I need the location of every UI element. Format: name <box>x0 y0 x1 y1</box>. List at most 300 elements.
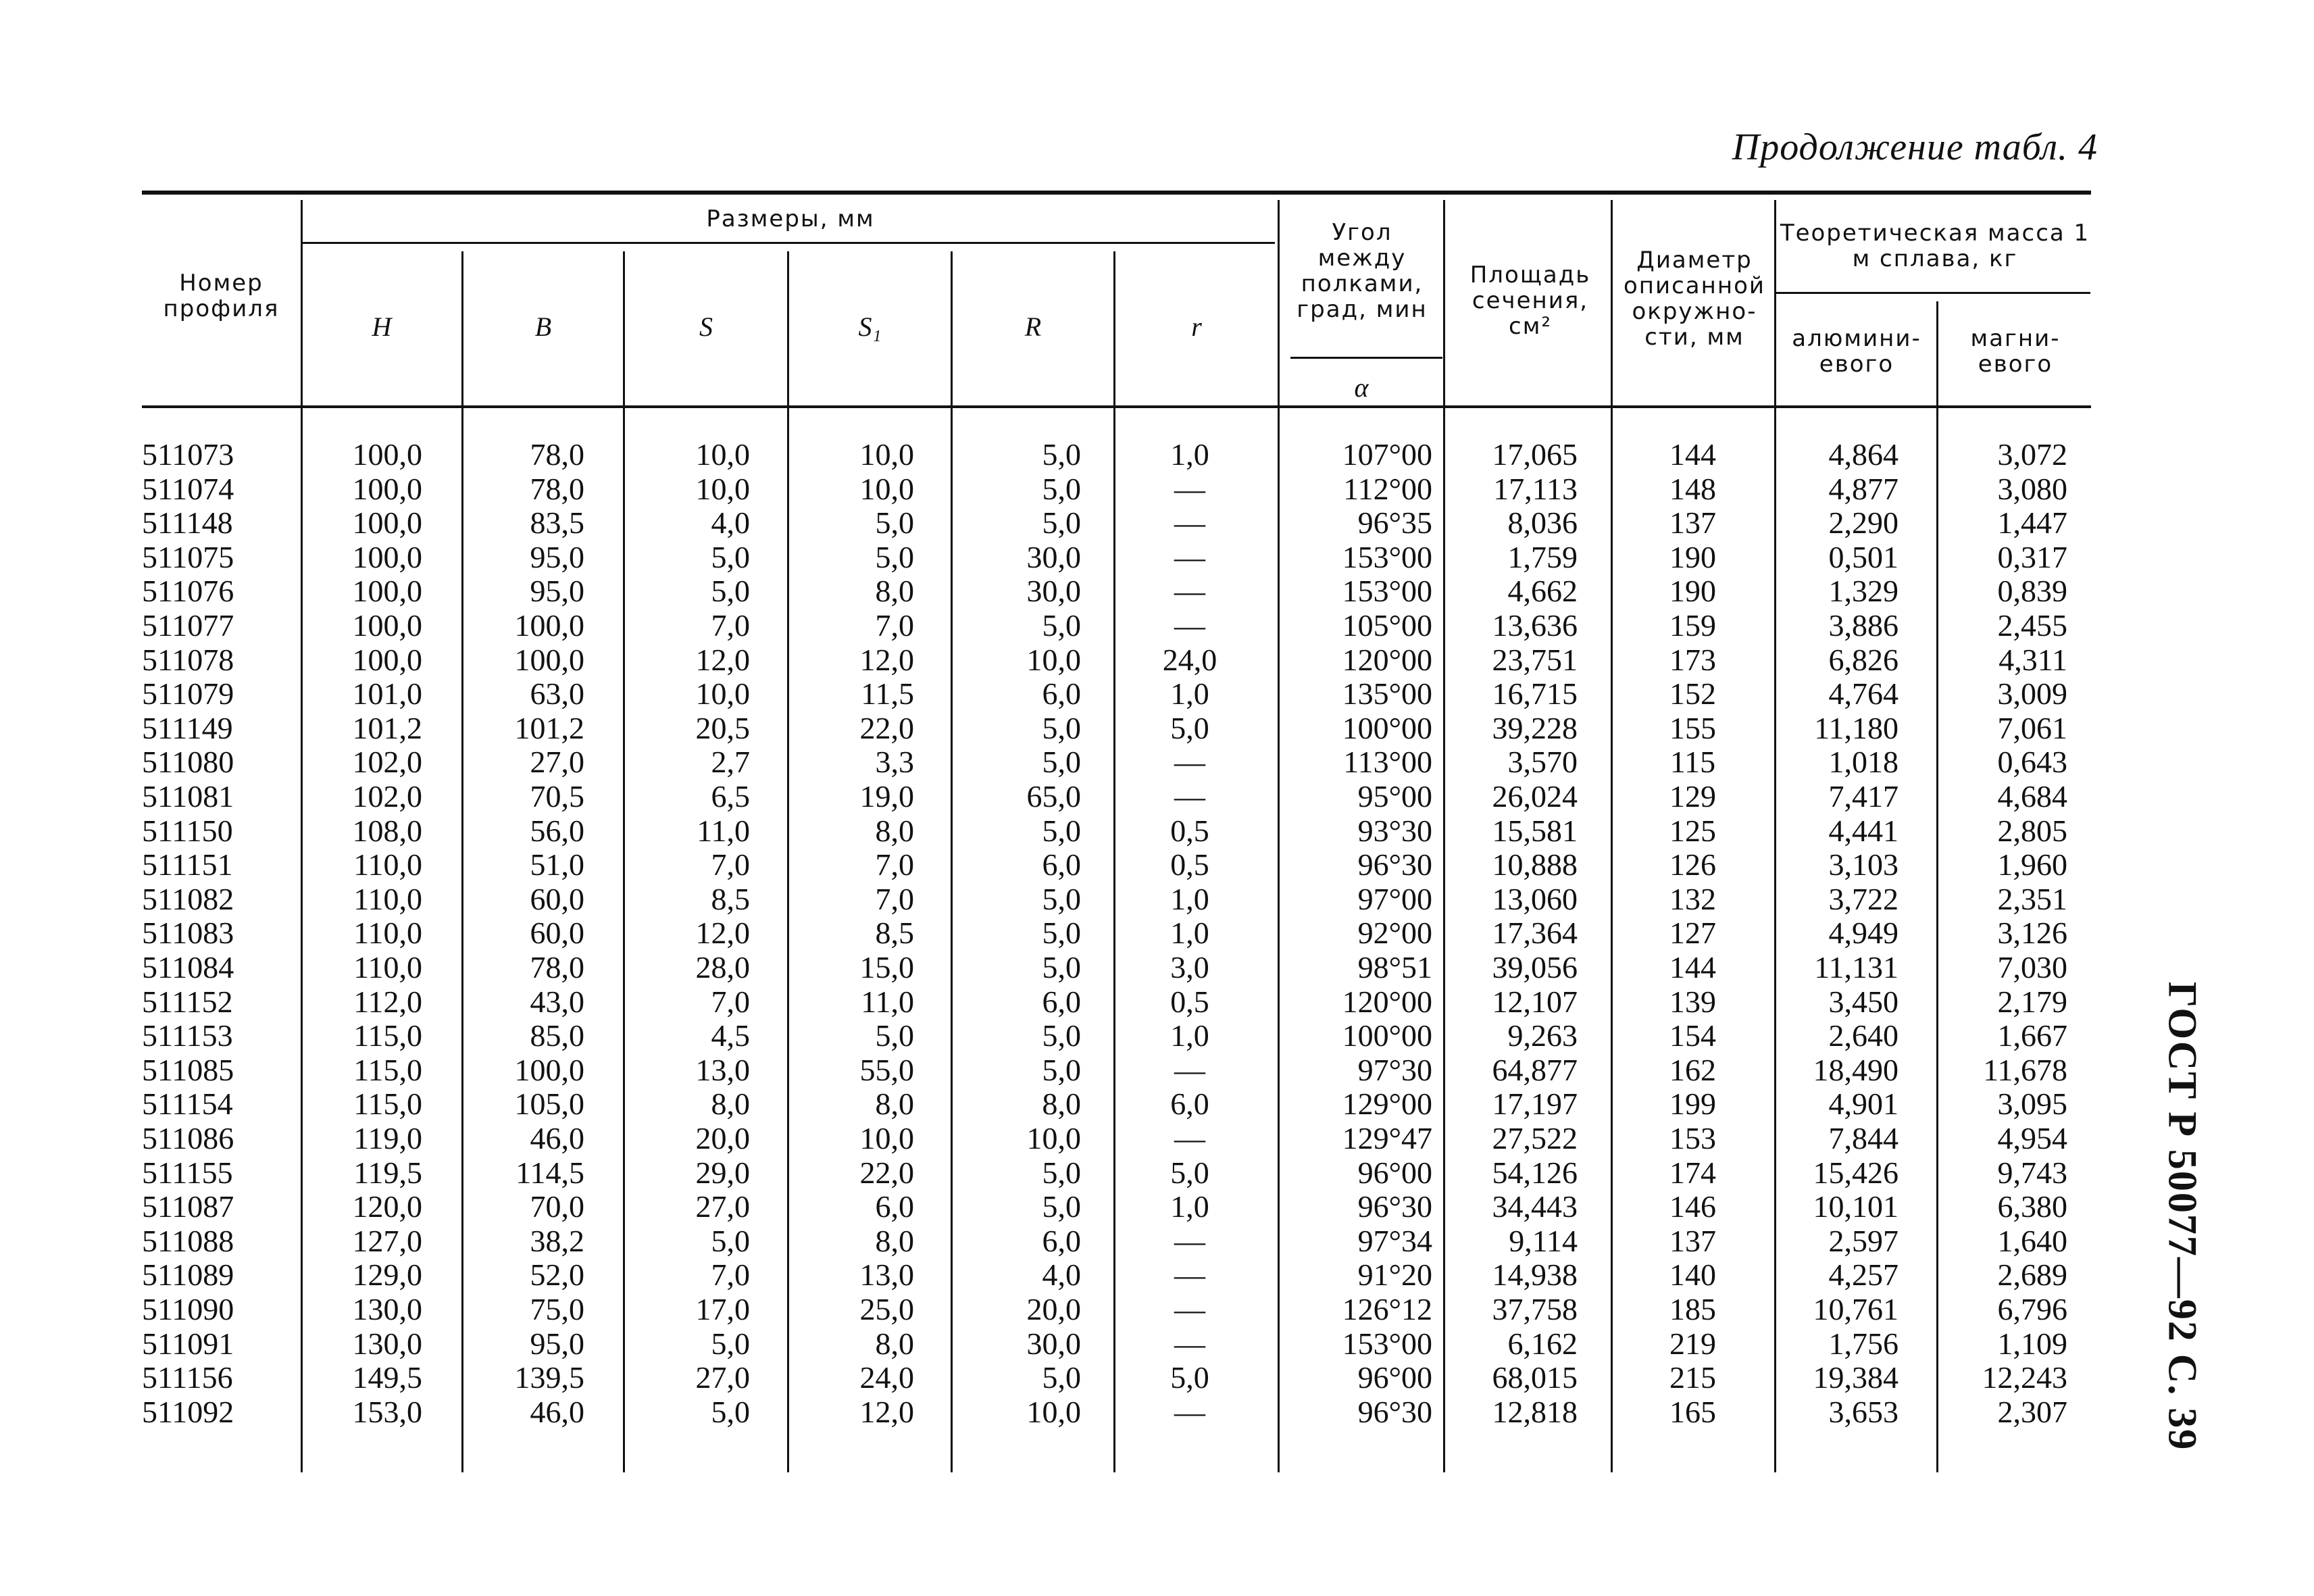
table-cell: 3,126 <box>1997 916 2067 951</box>
table-cell: 10,0 <box>695 676 750 712</box>
table-cell: 10,0 <box>1026 1394 1081 1429</box>
table-cell: 17,197 <box>1492 1087 1578 1122</box>
table-cell: 112,0 <box>353 984 422 1019</box>
table-cell: 511149 <box>142 710 233 745</box>
table-cell: 63,0 <box>530 676 584 712</box>
table-cell: 154 <box>1669 1018 1716 1053</box>
table-cell: 5,0 <box>1170 710 1209 745</box>
table-cell: 115,0 <box>353 1052 422 1087</box>
table-cell: 110,0 <box>353 950 422 984</box>
table-cell: 39,056 <box>1492 950 1578 984</box>
table-cell: 126 <box>1669 847 1716 882</box>
table-cell: 120,0 <box>352 1189 422 1224</box>
table-continuation-caption: Продолжение табл. 4 <box>1732 126 2098 168</box>
table-row <box>0 780 2314 814</box>
table-cell: 95,0 <box>530 1326 584 1361</box>
table-cell: 126°12 <box>1342 1292 1432 1326</box>
table-cell: 511153 <box>142 1018 233 1053</box>
table-cell: 3,570 <box>1507 745 1578 780</box>
table-cell: 8,0 <box>875 1326 914 1361</box>
table-cell: 5,0 <box>1042 1360 1081 1395</box>
table-cell: 70,0 <box>530 1189 584 1224</box>
table-row <box>0 848 2314 882</box>
table-row <box>0 1224 2314 1259</box>
table-cell: 1,667 <box>1997 1018 2067 1053</box>
table-row <box>0 1087 2314 1122</box>
table-cell: 10,0 <box>695 471 750 506</box>
table-cell: 3,009 <box>1997 676 2067 712</box>
table-cell: 7,844 <box>1828 1121 1898 1155</box>
table-cell: 144 <box>1669 437 1716 472</box>
table-cell: 95,0 <box>530 539 584 574</box>
table-cell: 9,114 <box>1509 1223 1578 1258</box>
table-cell: 511074 <box>142 471 234 506</box>
table-cell: — <box>1174 471 1205 506</box>
table-cell: 6,0 <box>1042 1223 1081 1258</box>
table-cell: 15,426 <box>1813 1155 1898 1190</box>
table-cell: 511077 <box>142 608 234 643</box>
table-cell: 97°34 <box>1357 1223 1432 1258</box>
table-cell: 146 <box>1669 1189 1716 1224</box>
table-cell: 95°00 <box>1357 779 1432 814</box>
table-cell: 75,0 <box>530 1292 584 1326</box>
header-mass: Теоретическая масса 1 м сплава, кг <box>1780 220 2090 272</box>
table-cell: 12,0 <box>859 642 914 677</box>
table-cell: 17,0 <box>695 1292 750 1326</box>
header-B: B <box>534 311 552 342</box>
table-cell: — <box>1174 1292 1205 1326</box>
table-cell: 8,036 <box>1507 505 1578 541</box>
table-cell: 10,0 <box>859 471 914 506</box>
table-cell: — <box>1174 505 1205 541</box>
table-cell: — <box>1174 1257 1205 1293</box>
table-cell: 12,0 <box>859 1394 914 1429</box>
table-cell: 153°00 <box>1342 574 1432 609</box>
table-cell: 132 <box>1669 881 1716 916</box>
table-cell: 511092 <box>142 1394 234 1429</box>
table-cell: 3,722 <box>1828 881 1898 916</box>
table-cell: 16,715 <box>1492 676 1578 712</box>
table-cell: 54,126 <box>1492 1155 1578 1190</box>
table-cell: 511084 <box>142 950 234 984</box>
table-cell: 12,818 <box>1492 1394 1578 1429</box>
table-cell: 27,0 <box>695 1189 750 1224</box>
table-cell: 3,095 <box>1997 1087 2067 1122</box>
table-cell: 95,0 <box>530 574 584 609</box>
table-cell: 100,0 <box>352 574 422 609</box>
header-magnesium: магни-евого <box>1970 325 2061 378</box>
table-cell: 5,0 <box>1042 813 1081 848</box>
table-cell: 12,243 <box>1982 1360 2067 1395</box>
table-cell: 30,0 <box>1026 539 1081 574</box>
table-cell: 105,0 <box>514 1087 584 1122</box>
table-cell: 1,0 <box>1170 1189 1209 1224</box>
table-cell: 20,0 <box>1026 1292 1081 1326</box>
table-cell: 5,0 <box>1042 950 1081 984</box>
table-cell: 100,0 <box>514 1052 584 1087</box>
table-cell: 102,0 <box>352 779 422 814</box>
table-cell: 96°35 <box>1357 505 1432 541</box>
table-cell: 4,5 <box>711 1018 750 1053</box>
header-alpha: α <box>1354 372 1369 403</box>
table-cell: 1,0 <box>1170 437 1209 472</box>
table-cell: 28,0 <box>695 950 750 984</box>
table-cell: — <box>1174 539 1205 574</box>
table-cell: 5,0 <box>1042 608 1081 643</box>
table-cell: 105°00 <box>1342 608 1432 643</box>
table-row <box>0 1053 2314 1088</box>
table-cell: 8,0 <box>875 1223 914 1258</box>
table-cell: 17,065 <box>1492 437 1578 472</box>
table-cell: 9,263 <box>1507 1018 1578 1053</box>
table-cell: 4,901 <box>1828 1087 1898 1122</box>
table-cell: 51,0 <box>530 847 584 882</box>
table-cell: 0,5 <box>1170 847 1209 882</box>
header-H: H <box>372 311 392 342</box>
table-row <box>0 643 2314 678</box>
table-cell: 3,080 <box>1997 471 2067 506</box>
table-cell: 78,0 <box>530 950 584 984</box>
table-row <box>0 745 2314 780</box>
table-cell: 8,0 <box>711 1087 750 1122</box>
table-cell: 5,0 <box>1170 1360 1209 1395</box>
table-cell: 511078 <box>142 642 234 677</box>
table-cell: 8,0 <box>875 1087 914 1122</box>
table-cell: 125 <box>1669 813 1716 848</box>
table-cell: 5,0 <box>1042 1052 1081 1087</box>
table-cell: 511150 <box>142 813 233 848</box>
table-cell: 7,030 <box>1997 950 2067 984</box>
table-cell: 101,0 <box>352 676 422 712</box>
header-r: r <box>1191 311 1202 342</box>
table-cell: 12,0 <box>695 916 750 951</box>
table-cell: 10,0 <box>695 437 750 472</box>
table-cell: 1,759 <box>1507 539 1578 574</box>
table-cell: 511154 <box>142 1087 233 1122</box>
table-cell: 101,2 <box>514 710 584 745</box>
header-profile-number: Номер профиля <box>163 270 280 322</box>
table-cell: 107°00 <box>1342 437 1432 472</box>
table-cell: 64,877 <box>1492 1052 1578 1087</box>
table-cell: 4,949 <box>1828 916 1898 951</box>
table-cell: 11,5 <box>861 676 914 712</box>
table-cell: 7,417 <box>1828 779 1898 814</box>
table-row <box>0 1327 2314 1362</box>
table-cell: 100°00 <box>1342 1018 1432 1053</box>
table-cell: — <box>1174 1121 1205 1155</box>
table-cell: 129°00 <box>1342 1087 1432 1122</box>
table-cell: 13,636 <box>1492 608 1578 643</box>
table-cell: 7,0 <box>711 1257 750 1293</box>
table-cell: 78,0 <box>530 471 584 506</box>
table-cell: 8,5 <box>711 881 750 916</box>
table-cell: 5,0 <box>1042 505 1081 541</box>
table-cell: 19,384 <box>1813 1360 1898 1395</box>
table-cell: 511075 <box>142 539 234 574</box>
header-angle: Угол между полками, град, мин <box>1297 219 1428 323</box>
table-row <box>0 677 2314 712</box>
table-cell: 30,0 <box>1026 1326 1081 1361</box>
table-cell: 139 <box>1669 984 1716 1019</box>
table-cell: 22,0 <box>859 1155 914 1190</box>
table-cell: 511082 <box>142 881 234 916</box>
table-row <box>0 506 2314 541</box>
table-cell: 148 <box>1669 471 1716 506</box>
table-cell: 5,0 <box>1042 916 1081 951</box>
table-cell: 115,0 <box>353 1087 422 1122</box>
table-cell: 24,0 <box>1162 642 1217 677</box>
table-cell: 6,0 <box>1042 676 1081 712</box>
table-cell: 2,351 <box>1997 881 2067 916</box>
table-cell: 17,113 <box>1493 471 1578 506</box>
table-cell: 100,0 <box>514 642 584 677</box>
table-cell: 5,0 <box>711 1326 750 1361</box>
table-cell: 5,0 <box>1042 1155 1081 1190</box>
table-cell: 7,061 <box>1997 710 2067 745</box>
table-cell: 127,0 <box>352 1223 422 1258</box>
table-cell: 162 <box>1669 1052 1716 1087</box>
table-cell: 113°00 <box>1343 745 1432 780</box>
table-cell: 6,0 <box>1042 847 1081 882</box>
table-cell: 0,643 <box>1997 745 2067 780</box>
table-cell: 1,640 <box>1997 1223 2067 1258</box>
table-cell: 20,0 <box>695 1121 750 1155</box>
table-cell: 0,5 <box>1170 984 1209 1019</box>
table-cell: 5,0 <box>1170 1155 1209 1190</box>
table-cell: 34,443 <box>1492 1189 1578 1224</box>
table-row <box>0 882 2314 917</box>
table-cell: 2,689 <box>1997 1257 2067 1293</box>
table-cell: 127 <box>1669 916 1716 951</box>
header-bottom-rule <box>142 405 2091 408</box>
table-cell: 6,0 <box>875 1189 914 1224</box>
table-cell: 1,0 <box>1170 881 1209 916</box>
table-cell: 60,0 <box>530 916 584 951</box>
table-cell: 149,5 <box>352 1360 422 1395</box>
table-cell: 27,0 <box>530 745 584 780</box>
table-cell: 165 <box>1669 1394 1716 1429</box>
table-cell: 4,441 <box>1828 813 1898 848</box>
table-cell: 130,0 <box>352 1326 422 1361</box>
table-cell: 55,0 <box>859 1052 914 1087</box>
table-cell: 100,0 <box>352 608 422 643</box>
table-cell: 9,743 <box>1997 1155 2067 1190</box>
table-cell: — <box>1174 1326 1205 1361</box>
table-cell: 4,954 <box>1997 1121 2067 1155</box>
table-cell: 13,0 <box>859 1257 914 1293</box>
table-cell: 3,0 <box>1170 950 1209 984</box>
table-cell: 153 <box>1669 1121 1716 1155</box>
table-cell: 10,0 <box>859 1121 914 1155</box>
table-cell: 140 <box>1669 1257 1716 1293</box>
table-cell: 100,0 <box>352 539 422 574</box>
table-cell: 52,0 <box>530 1257 584 1293</box>
table-cell: 6,5 <box>711 779 750 814</box>
table-row <box>0 951 2314 985</box>
table-cell: 78,0 <box>530 437 584 472</box>
table-cell: 511083 <box>142 916 234 951</box>
table-cell: 185 <box>1669 1292 1716 1326</box>
table-cell: 159 <box>1669 608 1716 643</box>
table-cell: 37,758 <box>1492 1292 1578 1326</box>
table-row <box>0 1156 2314 1191</box>
table-cell: — <box>1174 1394 1205 1429</box>
table-cell: 15,581 <box>1492 813 1578 848</box>
table-cell: 199 <box>1669 1087 1716 1122</box>
table-cell: 110,0 <box>353 881 422 916</box>
table-cell: 1,960 <box>1997 847 2067 882</box>
table-cell: 511073 <box>142 437 234 472</box>
table-cell: 511091 <box>142 1326 234 1361</box>
table-cell: 119,0 <box>353 1121 422 1155</box>
table-cell: 8,5 <box>875 916 914 951</box>
table-cell: 10,0 <box>859 437 914 472</box>
table-cell: 18,490 <box>1813 1052 1898 1087</box>
table-cell: 511152 <box>142 984 233 1019</box>
table-cell: 108,0 <box>352 813 422 848</box>
table-cell: 511088 <box>142 1223 234 1258</box>
table-row <box>0 438 2314 472</box>
table-cell: 5,0 <box>1042 881 1081 916</box>
table-cell: 5,0 <box>875 1018 914 1053</box>
table-row <box>0 541 2314 575</box>
table-cell: 5,0 <box>1042 471 1081 506</box>
table-cell: 511086 <box>142 1121 234 1155</box>
table-cell: 139,5 <box>514 1360 584 1395</box>
table-cell: 7,0 <box>711 984 750 1019</box>
table-cell: 56,0 <box>530 813 584 848</box>
table-cell: 0,5 <box>1170 813 1209 848</box>
table-cell: 10,761 <box>1813 1292 1898 1326</box>
table-cell: 27,522 <box>1492 1121 1578 1155</box>
table-cell: 65,0 <box>1026 779 1081 814</box>
table-row <box>0 1293 2314 1327</box>
table-cell: 1,756 <box>1828 1326 1898 1361</box>
table-row <box>0 985 2314 1020</box>
table-row <box>0 1258 2314 1293</box>
table-cell: 100,0 <box>352 505 422 541</box>
table-cell: 153,0 <box>352 1394 422 1429</box>
table-cell: 173 <box>1669 642 1716 677</box>
table-cell: 8,0 <box>1042 1087 1081 1122</box>
header-S: S <box>699 311 713 342</box>
table-cell: 5,0 <box>711 574 750 609</box>
table-cell: 3,103 <box>1828 847 1898 882</box>
table-cell: 2,455 <box>1997 608 2067 643</box>
table-cell: 13,060 <box>1492 881 1578 916</box>
table-cell: 91°20 <box>1357 1257 1432 1293</box>
table-cell: 8,0 <box>875 574 914 609</box>
table-cell: 219 <box>1669 1326 1716 1361</box>
table-row <box>0 472 2314 507</box>
table-cell: 46,0 <box>530 1394 584 1429</box>
table-cell: 101,2 <box>352 710 422 745</box>
table-cell: 0,317 <box>1997 539 2067 574</box>
table-cell: 4,0 <box>1042 1257 1081 1293</box>
header-sizes: Размеры, мм <box>706 205 875 232</box>
table-cell: 1,0 <box>1170 676 1209 712</box>
table-cell: 115 <box>1669 745 1716 780</box>
table-cell: 6,0 <box>1170 1087 1209 1122</box>
table-cell: 3,072 <box>1997 437 2067 472</box>
table-cell: 6,826 <box>1828 642 1898 677</box>
table-cell: 26,024 <box>1492 779 1578 814</box>
table-cell: 25,0 <box>859 1292 914 1326</box>
table-cell: 1,0 <box>1170 1018 1209 1053</box>
table-cell: 22,0 <box>859 710 914 745</box>
table-cell: — <box>1174 1223 1205 1258</box>
table-cell: 30,0 <box>1026 574 1081 609</box>
mass-underline <box>1776 292 2090 294</box>
table-row <box>0 1190 2314 1224</box>
table-cell: 511155 <box>142 1155 233 1190</box>
table-cell: 68,015 <box>1492 1360 1578 1395</box>
table-cell: 12,0 <box>695 642 750 677</box>
table-cell: 3,886 <box>1828 608 1898 643</box>
table-row <box>0 1122 2314 1156</box>
table-cell: 6,162 <box>1507 1326 1578 1361</box>
table-cell: 153°00 <box>1342 1326 1432 1361</box>
table-cell: 13,0 <box>695 1052 750 1087</box>
table-cell: 153°00 <box>1342 539 1432 574</box>
table-cell: 119,5 <box>353 1155 422 1190</box>
table-cell: 2,179 <box>1997 984 2067 1019</box>
table-cell: 1,329 <box>1828 574 1898 609</box>
table-cell: 1,447 <box>1997 505 2067 541</box>
table-cell: 97°30 <box>1357 1052 1432 1087</box>
table-cell: 110,0 <box>353 847 422 882</box>
table-cell: 93°30 <box>1357 813 1432 848</box>
table-cell: 1,109 <box>1997 1326 2067 1361</box>
table-cell: 2,640 <box>1828 1018 1898 1053</box>
table-cell: 3,653 <box>1828 1394 1898 1429</box>
table-cell: — <box>1174 608 1205 643</box>
table-cell: 100°00 <box>1342 710 1432 745</box>
table-row <box>0 712 2314 746</box>
table-cell: 70,5 <box>530 779 584 814</box>
table-cell: 155 <box>1669 710 1716 745</box>
table-cell: 100,0 <box>352 471 422 506</box>
sizes-underline <box>302 242 1275 244</box>
table-cell: 46,0 <box>530 1121 584 1155</box>
table-cell: 5,0 <box>1042 437 1081 472</box>
table-cell: 3,450 <box>1828 984 1898 1019</box>
table-cell: 83,5 <box>530 505 584 541</box>
table-cell: 19,0 <box>859 779 914 814</box>
table-cell: 135°00 <box>1342 676 1432 712</box>
table-cell: 4,684 <box>1997 779 2067 814</box>
table-cell: 5,0 <box>711 1223 750 1258</box>
table-cell: 4,764 <box>1828 676 1898 712</box>
table-cell: 115,0 <box>353 1018 422 1053</box>
table-cell: 97°00 <box>1357 881 1432 916</box>
table-cell: 5,0 <box>1042 1018 1081 1053</box>
table-top-rule <box>142 191 2091 195</box>
table-cell: 5,0 <box>1042 745 1081 780</box>
table-cell: 12,107 <box>1492 984 1578 1019</box>
table-row <box>0 1395 2314 1430</box>
table-cell: 6,796 <box>1997 1292 2067 1326</box>
table-cell: 5,0 <box>711 539 750 574</box>
table-cell: 120°00 <box>1342 984 1432 1019</box>
table-cell: 96°30 <box>1357 1394 1432 1429</box>
table-cell: 2,290 <box>1828 505 1898 541</box>
table-cell: 8,0 <box>875 813 914 848</box>
table-cell: 5,0 <box>1042 1189 1081 1224</box>
table-cell: 114,5 <box>515 1155 584 1190</box>
table-cell: 92°00 <box>1357 916 1432 951</box>
table-cell: 129°47 <box>1342 1121 1432 1155</box>
